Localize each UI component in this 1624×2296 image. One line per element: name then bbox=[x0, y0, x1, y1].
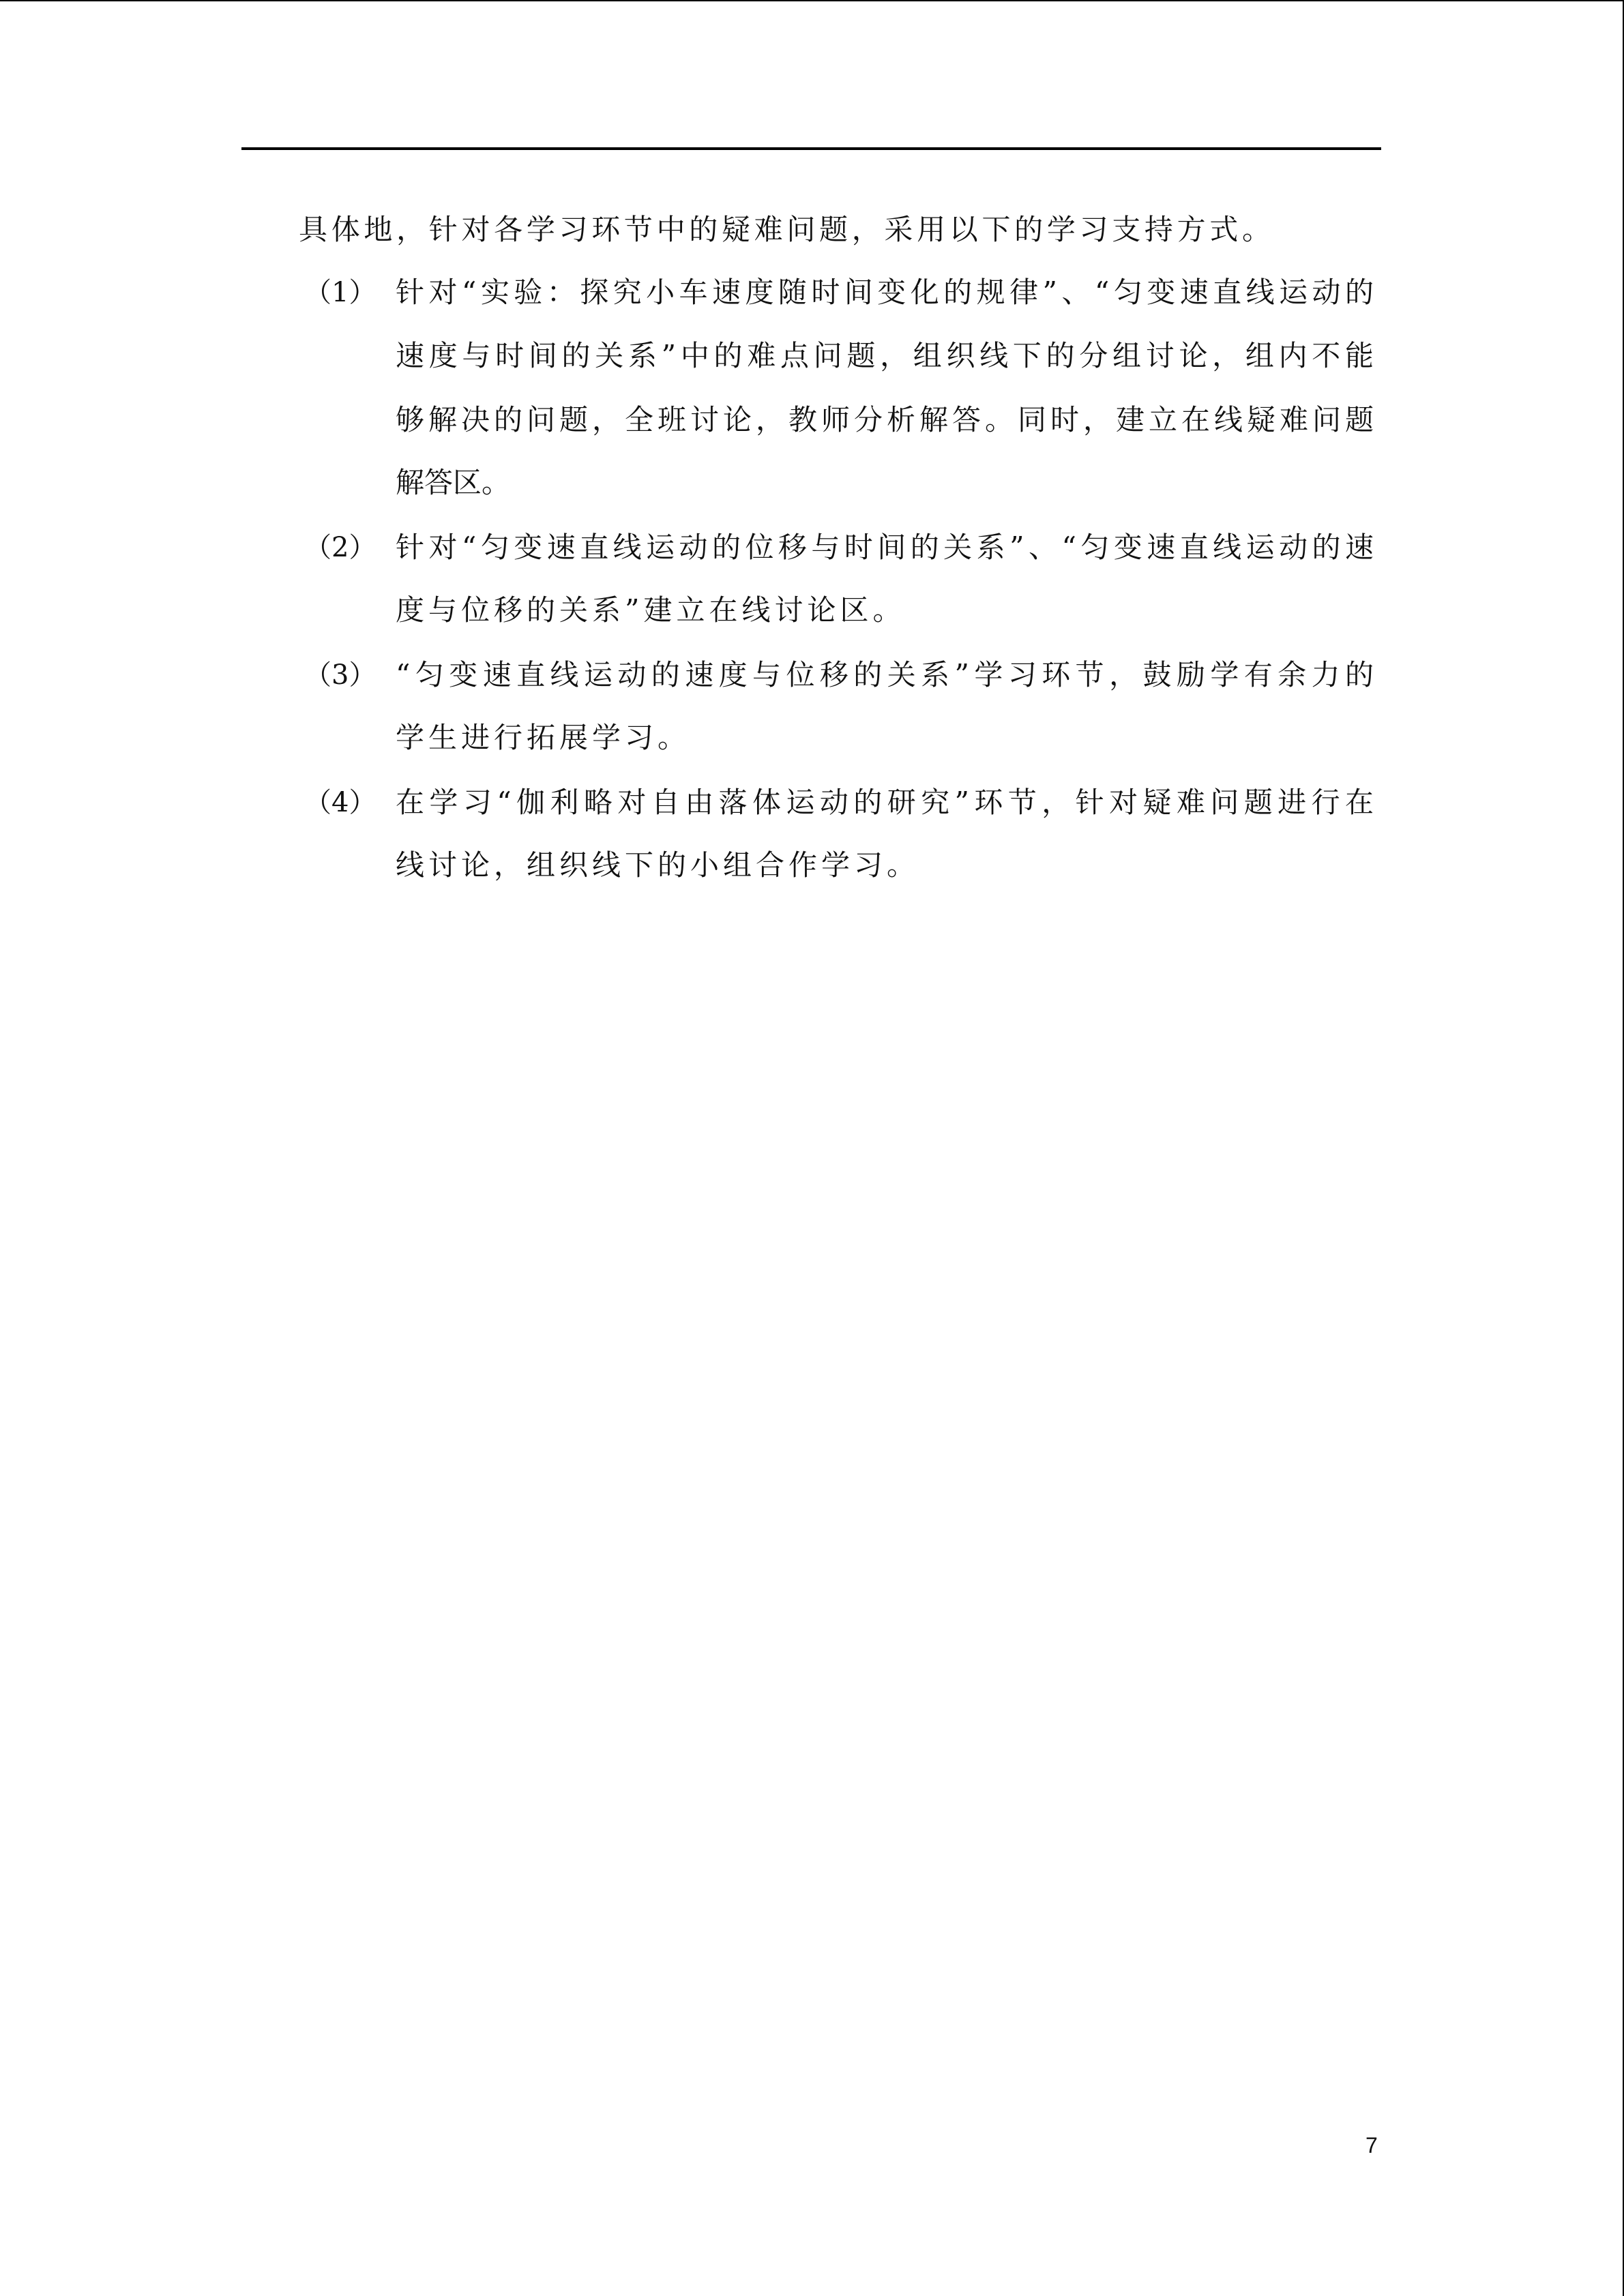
page-number: 7 bbox=[1365, 2133, 1378, 2158]
item-2-line-1: 针对“匀变速直线运动的位移与时间的关系”、“匀变速直线运动的速 bbox=[396, 531, 1374, 564]
item-2-line-2: 度与位移的关系”建立在线讨论区。 bbox=[396, 593, 906, 627]
item-number-1: （1） bbox=[304, 277, 377, 308]
item-number-4: （4） bbox=[304, 787, 377, 818]
item-3-line-2: 学生进行拓展学习。 bbox=[396, 721, 691, 754]
item-1-line-4: 解答区。 bbox=[396, 466, 511, 499]
item-4-line-2: 线讨论，组织线下的小组合作学习。 bbox=[396, 848, 920, 882]
item-1-line-1: 针对“实验：探究小车速度随时间变化的规律”、“匀变速直线运动的 bbox=[396, 275, 1374, 309]
intro-paragraph: 具体地，针对各学习环节中的疑难问题，采用以下的学习支持方式。 bbox=[299, 213, 1271, 246]
header-rule bbox=[241, 147, 1381, 150]
item-number-3: （3） bbox=[304, 659, 377, 691]
item-1-line-3: 够解决的问题，全班讨论，教师分析解答。同时，建立在线疑难问题 bbox=[396, 403, 1374, 436]
item-1-line-2: 速度与时间的关系”中的难点问题，组织线下的分组讨论，组内不能 bbox=[396, 339, 1374, 372]
item-number-2: （2） bbox=[304, 532, 377, 563]
item-4-line-1: 在学习“伽利略对自由落体运动的研究”环节，针对疑难问题进行在 bbox=[396, 786, 1374, 819]
item-3-line-1: “匀变速直线运动的速度与位移的关系”学习环节，鼓励学有余力的 bbox=[396, 658, 1374, 691]
